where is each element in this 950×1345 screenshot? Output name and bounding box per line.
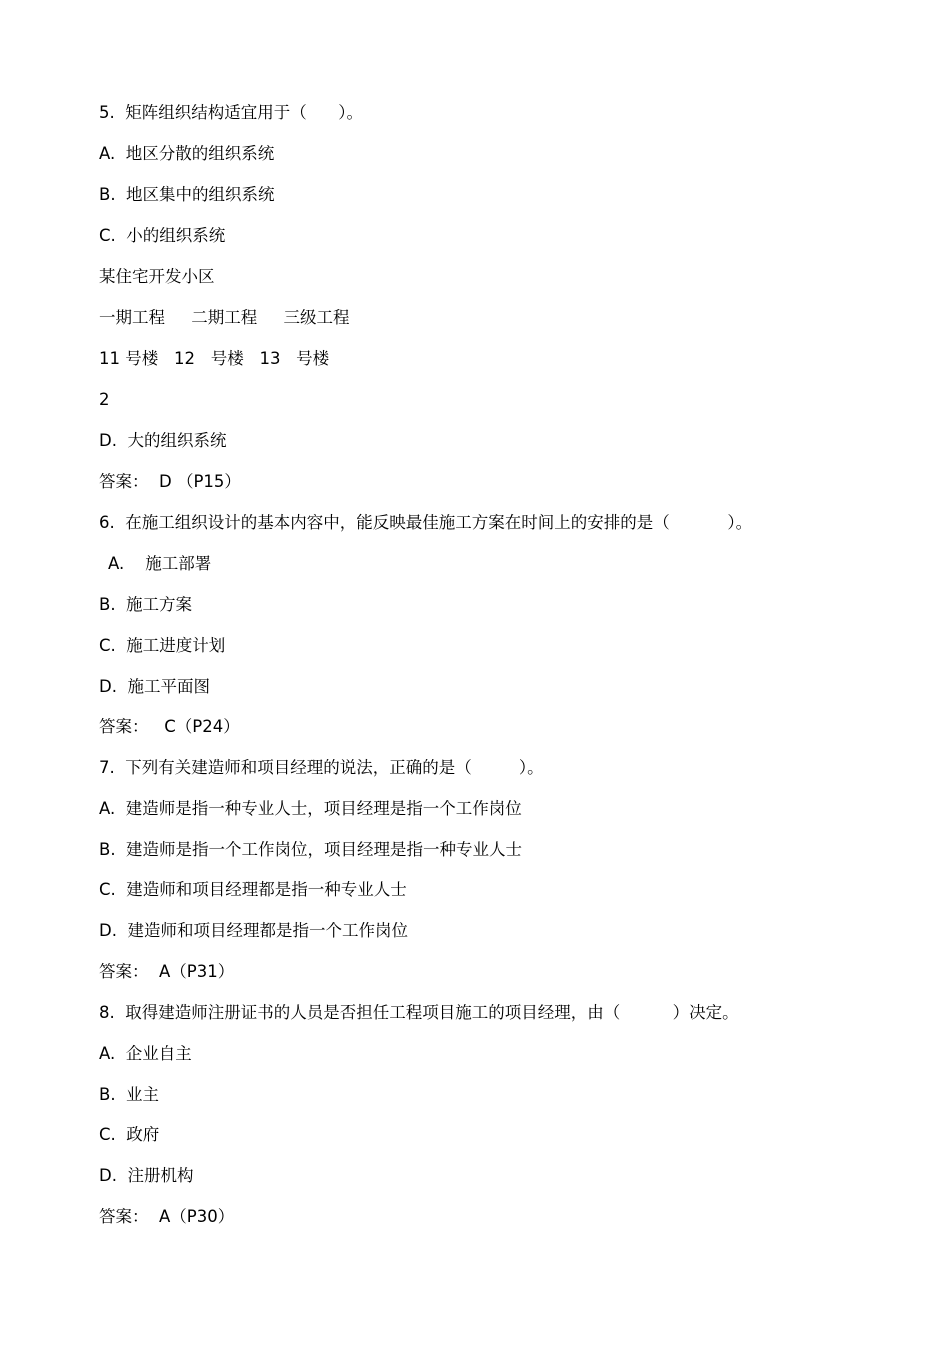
question-7-option-a: A. 建造师是指一种专业人士，项目经理是指一个工作岗位 <box>99 799 522 818</box>
question-8-option-a: A. 企业自主 <box>99 1044 192 1063</box>
question-7-option-d: D. 建造师和项目经理都是指一个工作岗位 <box>99 921 408 940</box>
question-7-option-b: B. 建造师是指一个工作岗位，项目经理是指一种专业人士 <box>99 840 523 859</box>
question-8-text: 8. 取得建造师注册证书的人员是否担任工程项目施工的项目经理，由（ ）决定。 <box>99 1003 739 1022</box>
question-5-option-b: B. 地区集中的组织系统 <box>99 185 275 204</box>
chart-building-labels: 11 号楼 12 号楼 13 号楼 <box>99 349 330 368</box>
question-6-option-d: D. 施工平面图 <box>99 677 210 696</box>
question-6-option-a: A. 施工部署 <box>108 554 212 573</box>
question-5-option-a: A. 地区分散的组织系统 <box>99 144 275 163</box>
chart-phase-labels: 一期工程 二期工程 三级工程 <box>99 308 350 327</box>
chart-residence-title: 某住宅开发小区 <box>99 267 215 286</box>
question-5-option-d: D. 大的组织系统 <box>99 431 227 450</box>
question-6-option-b: B. 施工方案 <box>99 595 193 614</box>
question-8-option-b: B. 业主 <box>99 1085 160 1104</box>
question-7-text: 7. 下列有关建造师和项目经理的说法，正确的是（ ）。 <box>99 758 544 777</box>
question-5-option-c: C. 小的组织系统 <box>99 226 226 245</box>
question-6-text: 6. 在施工组织设计的基本内容中，能反映最佳施工方案在时间上的安排的是（ ）。 <box>99 513 753 532</box>
question-8-answer: 答案： A（P30） <box>99 1207 235 1226</box>
question-6-answer: 答案： C（P24） <box>99 717 240 736</box>
page-number: 2 <box>99 390 110 409</box>
question-6-option-c: C. 施工进度计划 <box>99 636 226 655</box>
question-7-option-c: C. 建造师和项目经理都是指一种专业人士 <box>99 880 407 899</box>
question-5-text: 5. 矩阵组织结构适宜用于（ ）。 <box>99 103 363 122</box>
question-8-option-c: C. 政府 <box>99 1125 160 1144</box>
question-7-answer: 答案： A（P31） <box>99 962 235 981</box>
question-8-option-d: D. 注册机构 <box>99 1166 194 1185</box>
question-5-answer: 答案： D （P15） <box>99 472 241 491</box>
